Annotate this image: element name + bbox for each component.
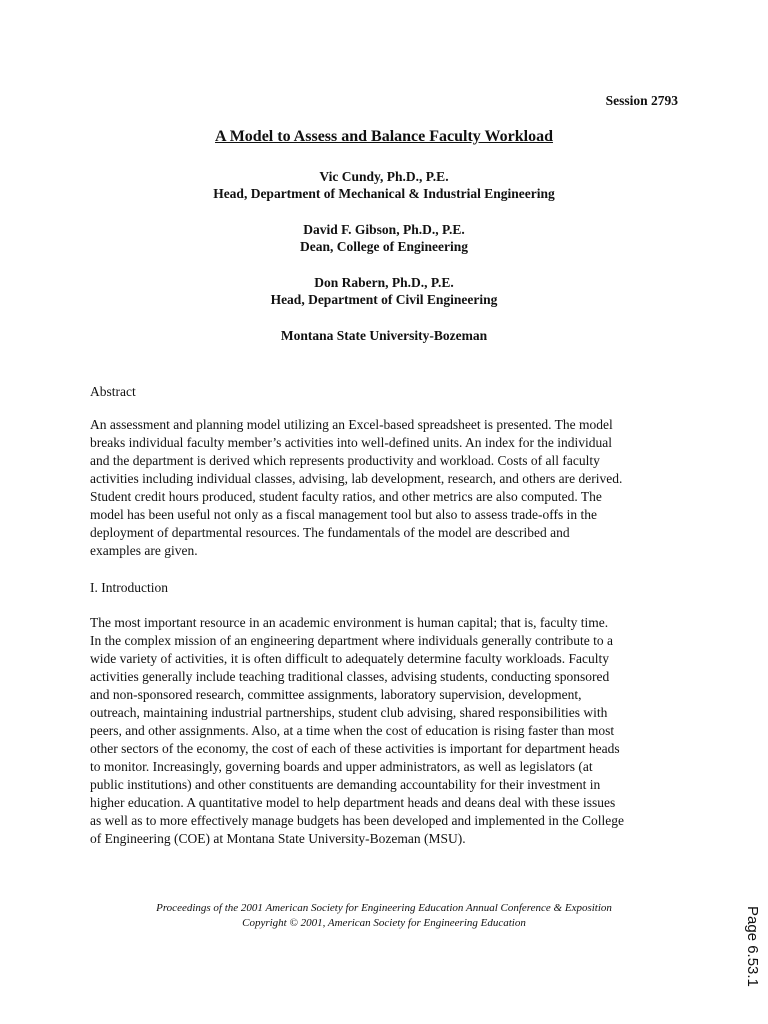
author-role: Head, Department of Civil Engineering: [270, 292, 498, 307]
introduction-line: wide variety of activities, it is often difficult to adequately determine faculty workloads. Faculty: [90, 651, 609, 666]
abstract-line: deployment of departmental resources. The fundamentals of the model are described and: [90, 525, 570, 540]
abstract-line: An assessment and planning model utilizing an Excel-based spreadsheet is presented. The model: [90, 417, 613, 432]
introduction-line: of Engineering (COE) at Montana State University-Bozeman (MSU).: [90, 831, 466, 846]
author-role: Head, Department of Mechanical & Industrial Engineering: [213, 186, 555, 201]
abstract-line: and the department is derived which represents productivity and workload. Costs of all faculty: [90, 453, 600, 468]
proceedings-footer: [0, 901, 768, 931]
introduction-line: to monitor. Increasingly, governing boards and upper administrators, as well as legislators (at: [90, 759, 593, 774]
author-name: Don Rabern, Ph.D., P.E.: [314, 275, 454, 290]
introduction-heading: I. Introduction: [90, 580, 168, 595]
footer-copyright-line: Copyright © 2001, American Society for Engineering Education: [242, 917, 526, 929]
introduction-line: other sectors of the economy, the cost of each of these activities is important for department heads: [90, 741, 620, 756]
abstract-text: [90, 416, 690, 560]
footer-proceedings-line: Proceedings of the 2001 American Society for Engineering Education Annual Conference & Exposition: [156, 902, 612, 914]
institution: Montana State University-Bozeman: [280, 328, 488, 343]
introduction-line: outreach, maintaining industrial partnerships, student club advising, shared responsibilities with: [90, 705, 608, 720]
session-number: Session 2793: [605, 93, 678, 108]
introduction-line: public institutions) and other constituents are demanding accountability for their investment in: [90, 777, 601, 792]
abstract-line: model has been useful not only as a fiscal management tool but also to assess trade-offs in the: [90, 507, 598, 522]
abstract-line: Student credit hours produced, student faculty ratios, and other metrics are also computed. The: [90, 489, 602, 504]
introduction-line: higher education. A quantitative model to help department heads and deans deal with these issues: [90, 795, 616, 810]
paper-title: A Model to Assess and Balance Faculty Workload: [215, 128, 553, 145]
author-name: David F. Gibson, Ph.D., P.E.: [303, 222, 465, 237]
abstract-heading: Abstract: [90, 384, 136, 399]
abstract-line: breaks individual faculty member’s activities into well-defined units. An index for the individual: [90, 435, 613, 450]
introduction-line: peers, and other assignments. Also, at a time when the cost of education is rising faster than most: [90, 723, 615, 738]
page-number: Page 6.53.1: [744, 906, 761, 987]
author-name: Vic Cundy, Ph.D., P.E.: [319, 169, 449, 184]
author-block: [0, 274, 768, 308]
introduction-line: activities generally include teaching traditional classes, advising students, conducting sponsored: [90, 669, 610, 684]
abstract-line: activities including individual classes, advising, lab development, research, and others are derived.: [90, 471, 623, 486]
introduction-text: [90, 614, 690, 848]
author-block: [0, 168, 768, 202]
author-role: Dean, College of Engineering: [300, 239, 468, 254]
abstract-line: examples are given.: [90, 543, 198, 558]
introduction-line: and non-sponsored research, committee assignments, laboratory supervision, development,: [90, 687, 582, 702]
introduction-line: In the complex mission of an engineering department where individuals generally contribute to a: [90, 633, 613, 648]
introduction-line: as well as to more effectively manage budgets has been developed and implemented in the College: [90, 813, 624, 828]
author-list: [0, 168, 768, 344]
author-block: [0, 221, 768, 255]
introduction-line: The most important resource in an academic environment is human capital; that is, faculty time.: [90, 615, 609, 630]
